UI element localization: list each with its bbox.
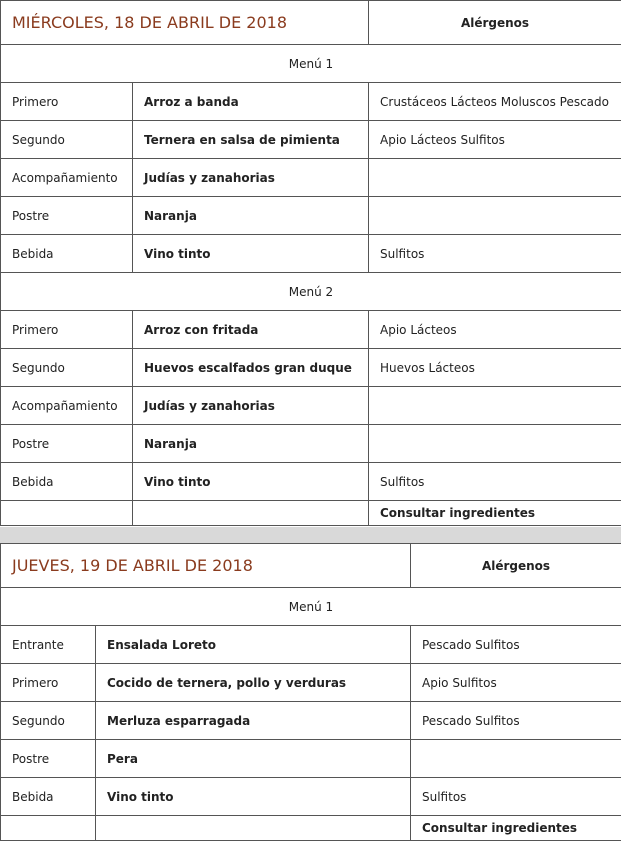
course-label: Entrante xyxy=(1,626,96,664)
dish-name: Merluza esparragada xyxy=(96,702,411,740)
day-table-thursday xyxy=(0,543,621,841)
dish-name: Judías y zanahorias xyxy=(133,159,369,197)
dish-name: Naranja xyxy=(133,425,369,463)
table-row xyxy=(1,311,621,349)
table-row xyxy=(1,159,621,197)
day-date: JUEVES, 19 DE ABRIL DE 2018 xyxy=(1,544,411,588)
day-separator xyxy=(0,527,621,543)
dish-name: Cocido de ternera, pollo y verduras xyxy=(96,664,411,702)
dish-name: Vino tinto xyxy=(133,463,369,501)
course-label: Primero xyxy=(1,83,133,121)
date-row xyxy=(1,1,621,45)
allergens-header: Alérgenos xyxy=(369,1,621,45)
allergens-list xyxy=(369,159,621,197)
course-label: Segundo xyxy=(1,702,96,740)
menu-title-row xyxy=(1,45,621,83)
menu-title-row xyxy=(1,273,621,311)
course-label: Primero xyxy=(1,664,96,702)
course-label: Acompañamiento xyxy=(1,159,133,197)
allergens-list: Sulfitos xyxy=(369,463,621,501)
table-row xyxy=(1,387,621,425)
empty-cell xyxy=(133,501,369,526)
table-row xyxy=(1,463,621,501)
allergens-list xyxy=(369,425,621,463)
table-row xyxy=(1,702,621,740)
allergens-list xyxy=(369,197,621,235)
course-label: Segundo xyxy=(1,121,133,159)
consult-row xyxy=(1,816,621,841)
course-label: Segundo xyxy=(1,349,133,387)
allergens-list: Crustáceos Lácteos Moluscos Pescado xyxy=(369,83,621,121)
dish-name: Ensalada Loreto xyxy=(96,626,411,664)
consult-ingredients-link[interactable]: Consultar ingredientes xyxy=(411,816,621,841)
table-row xyxy=(1,121,621,159)
allergens-list: Apio Sulfitos xyxy=(411,664,621,702)
allergens-list: Pescado Sulfitos xyxy=(411,626,621,664)
allergens-list: Sulfitos xyxy=(411,778,621,816)
menu-title: Menú 1 xyxy=(1,588,621,626)
day-date: MIÉRCOLES, 18 DE ABRIL DE 2018 xyxy=(1,1,369,45)
table-row xyxy=(1,235,621,273)
course-label: Bebida xyxy=(1,463,133,501)
menu-title-row xyxy=(1,588,621,626)
date-row xyxy=(1,544,621,588)
menu-title: Menú 1 xyxy=(1,45,621,83)
table-row xyxy=(1,197,621,235)
course-label: Postre xyxy=(1,425,133,463)
course-label: Bebida xyxy=(1,235,133,273)
dish-name: Arroz a banda xyxy=(133,83,369,121)
table-row xyxy=(1,425,621,463)
dish-name: Pera xyxy=(96,740,411,778)
dish-name: Huevos escalfados gran duque xyxy=(133,349,369,387)
dish-name: Ternera en salsa de pimienta xyxy=(133,121,369,159)
dish-name: Vino tinto xyxy=(133,235,369,273)
table-row xyxy=(1,778,621,816)
course-label: Bebida xyxy=(1,778,96,816)
table-row xyxy=(1,626,621,664)
allergens-list: Pescado Sulfitos xyxy=(411,702,621,740)
allergens-list: Apio Lácteos Sulfitos xyxy=(369,121,621,159)
course-label: Acompañamiento xyxy=(1,387,133,425)
course-label: Primero xyxy=(1,311,133,349)
table-row xyxy=(1,83,621,121)
menu-title: Menú 2 xyxy=(1,273,621,311)
table-row xyxy=(1,664,621,702)
empty-cell xyxy=(1,816,96,841)
empty-cell xyxy=(1,501,133,526)
allergens-list: Huevos Lácteos xyxy=(369,349,621,387)
dish-name: Naranja xyxy=(133,197,369,235)
allergens-list xyxy=(369,387,621,425)
consult-row xyxy=(1,501,621,526)
allergens-header: Alérgenos xyxy=(411,544,621,588)
consult-ingredients-link[interactable]: Consultar ingredientes xyxy=(369,501,621,526)
dish-name: Judías y zanahorias xyxy=(133,387,369,425)
dish-name: Arroz con fritada xyxy=(133,311,369,349)
allergens-list: Sulfitos xyxy=(369,235,621,273)
course-label: Postre xyxy=(1,197,133,235)
allergens-list: Apio Lácteos xyxy=(369,311,621,349)
table-row xyxy=(1,349,621,387)
course-label: Postre xyxy=(1,740,96,778)
dish-name: Vino tinto xyxy=(96,778,411,816)
table-row xyxy=(1,740,621,778)
empty-cell xyxy=(96,816,411,841)
allergens-list xyxy=(411,740,621,778)
